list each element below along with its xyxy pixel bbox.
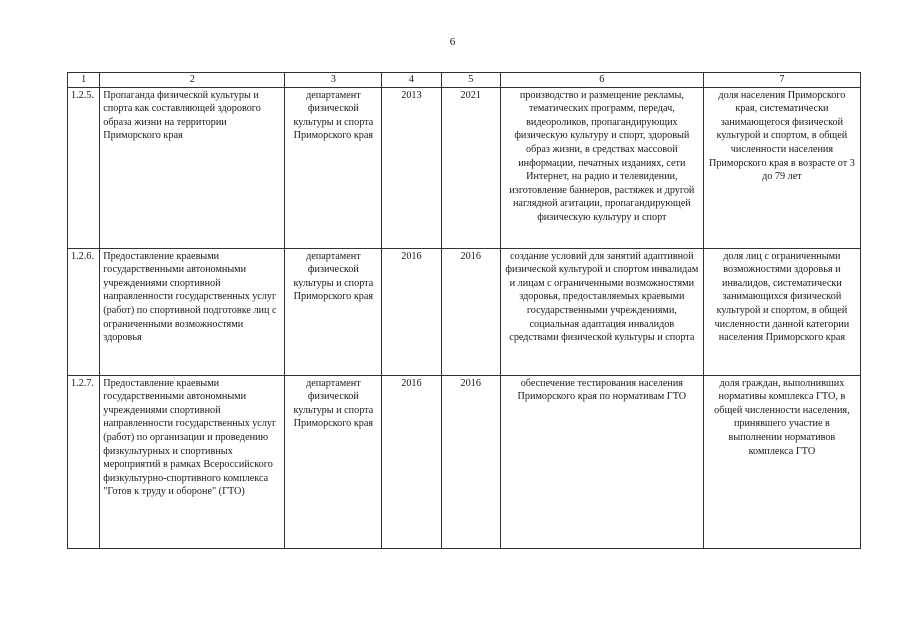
activity-start-year: 2016: [382, 248, 441, 375]
page-number: 6: [449, 36, 456, 48]
activity-name: Предоставление краевыми государственными автономными учреждениями спортивной направленности государственных услуг (работ) по организации и проведению физкультурных и спортивных мероприятий в рамках Всероссийского физкультурно-спортивного комплекса "Готов к труду и обороне" (ГТО): [100, 375, 285, 548]
activity-indicator: доля граждан, выполнивших нормативы комплекса ГТО, в общей численности населения, принявшего участие в выполнении нормативов комплекса ГТО: [703, 375, 860, 548]
column-header: 5: [441, 73, 500, 88]
activity-expected-result: создание условий для занятий адаптивной физической культурой и спортом инвалидам и лицам с ограниченными возможностями здоровья, предоставляемых краевыми государственными учреждениями, социальная адаптация инвалидов средствами физической культуры и спорта: [500, 248, 703, 375]
activity-expected-result: производство и размещение рекламы, тематических программ, передач, видеороликов, пропагандирующих физическую культуру и спорт, здоровый образ жизни, в средствах массовой информации, печатных изданиях, сети Интернет, на радио и телевидении, изготовление баннеров, растяжек и другой наглядной агитации, пропагандирующей физическую культуру и спорт: [500, 87, 703, 248]
activity-expected-result: обеспечение тестирования населения Приморского края по нормативам ГТО: [500, 375, 703, 548]
column-number-row: [68, 73, 861, 88]
activity-executor: департамент физической культуры и спорта Приморского края: [285, 248, 382, 375]
activity-end-year: 2021: [441, 87, 500, 248]
activity-name: Предоставление краевыми государственными автономными учреждениями спортивной направленности государственных услуг (работ) по спортивной подготовке лиц с ограниченными возможностями здоровья: [100, 248, 285, 375]
activity-name: Пропаганда физической культуры и спорта как составляющей здорового образа жизни на территории Приморского края: [100, 87, 285, 248]
activity-executor: департамент физической культуры и спорта Приморского края: [285, 375, 382, 548]
activity-number: 1.2.5.: [68, 87, 100, 248]
table-row: [68, 375, 861, 548]
column-header: 1: [68, 73, 100, 88]
column-header: 6: [500, 73, 703, 88]
program-activities-table: [67, 72, 861, 549]
table-row: [68, 248, 861, 375]
column-header: 2: [100, 73, 285, 88]
table-row: [68, 87, 861, 248]
activity-number: 1.2.6.: [68, 248, 100, 375]
activity-indicator: доля населения Приморского края, систематически занимающегося физической культурой и спортом, в общей численности населения Приморского края в возрасте от 3 до 79 лет: [703, 87, 860, 248]
activity-end-year: 2016: [441, 248, 500, 375]
activity-number: 1.2.7.: [68, 375, 100, 548]
activity-executor: департамент физической культуры и спорта Приморского края: [285, 87, 382, 248]
activity-indicator: доля лиц с ограниченными возможностями здоровья и инвалидов, систематически занимающихся физической культурой и спортом, в общей численности данной категории населения Приморского края: [703, 248, 860, 375]
column-header: 7: [703, 73, 860, 88]
activity-start-year: 2013: [382, 87, 441, 248]
activity-start-year: 2016: [382, 375, 441, 548]
activity-end-year: 2016: [441, 375, 500, 548]
column-header: 4: [382, 73, 441, 88]
column-header: 3: [285, 73, 382, 88]
